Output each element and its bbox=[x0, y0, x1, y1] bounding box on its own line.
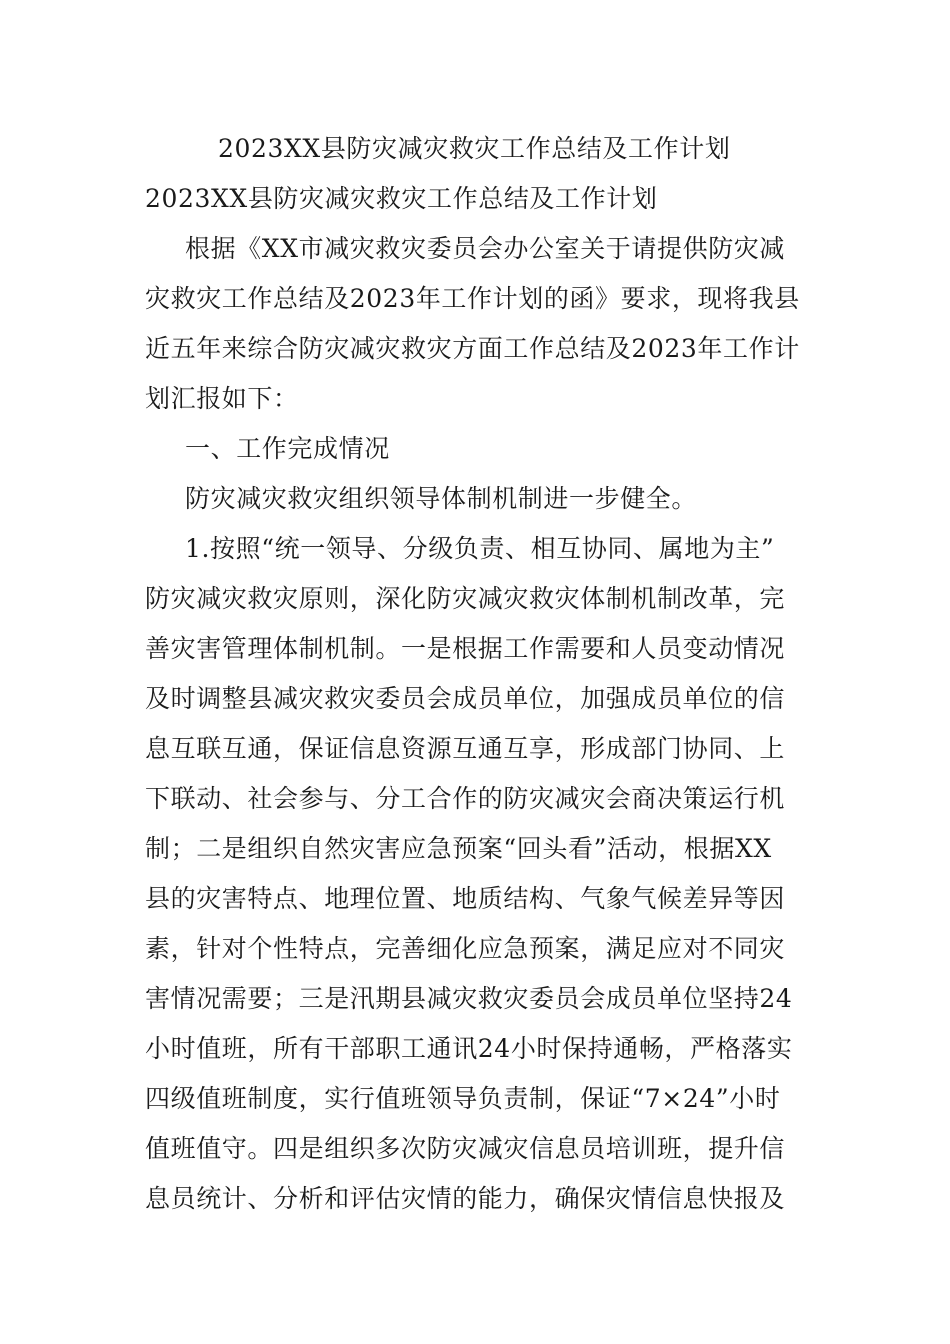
document-subtitle: 2023XX县防灾减灾救灾工作总结及工作计划 bbox=[145, 184, 658, 213]
paragraph-line: 素，针对个性特点，完善细化应急预案，满足应对不同灾 bbox=[145, 934, 786, 963]
paragraph-line: 及时调整县减灾救灾委员会成员单位，加强成员单位的信 bbox=[145, 684, 786, 713]
section-heading: 一、工作完成情况 bbox=[185, 434, 390, 463]
paragraph-line: 灾救灾工作总结及2023年工作计划的函》要求，现将我县 bbox=[145, 284, 800, 313]
paragraph-line: 防灾减灾救灾原则，深化防灾减灾救灾体制机制改革，完 bbox=[145, 584, 786, 613]
paragraph-line: 近五年来综合防灾减灾救灾方面工作总结及2023年工作计 bbox=[145, 334, 800, 363]
paragraph-line: 四级值班制度，实行值班领导负责制，保证“7×24”小时 bbox=[145, 1084, 781, 1113]
paragraph-line: 值班值守。四是组织多次防灾减灾信息员培训班，提升信 bbox=[145, 1134, 786, 1163]
document-title: 2023XX县防灾减灾救灾工作总结及工作计划 bbox=[218, 134, 731, 163]
paragraph-line: 防灾减灾救灾组织领导体制机制进一步健全。 bbox=[185, 484, 698, 513]
paragraph-line: 1.按照“统一领导、分级负责、相互协同、属地为主” bbox=[185, 534, 775, 563]
paragraph-line: 县的灾害特点、地理位置、地质结构、气象气候差异等因 bbox=[145, 884, 786, 913]
paragraph-line: 息互联互通，保证信息资源互通互享，形成部门协同、上 bbox=[145, 734, 786, 763]
paragraph-line: 制；二是组织自然灾害应急预案“回头看”活动，根据XX bbox=[145, 834, 772, 863]
paragraph-line: 善灾害管理体制机制。一是根据工作需要和人员变动情况 bbox=[145, 634, 786, 663]
paragraph-line: 小时值班，所有干部职工通讯24小时保持通畅，严格落实 bbox=[145, 1034, 793, 1063]
paragraph-line: 根据《XX市减灾救灾委员会办公室关于请提供防灾减 bbox=[185, 234, 785, 263]
paragraph-line: 下联动、社会参与、分工合作的防灾减灾会商决策运行机 bbox=[145, 784, 786, 813]
paragraph-line: 息员统计、分析和评估灾情的能力，确保灾情信息快报及 bbox=[145, 1184, 786, 1213]
paragraph-line: 害情况需要；三是汛期县减灾救灾委员会成员单位坚持24 bbox=[145, 984, 793, 1013]
paragraph-line: 划汇报如下： bbox=[145, 384, 299, 413]
